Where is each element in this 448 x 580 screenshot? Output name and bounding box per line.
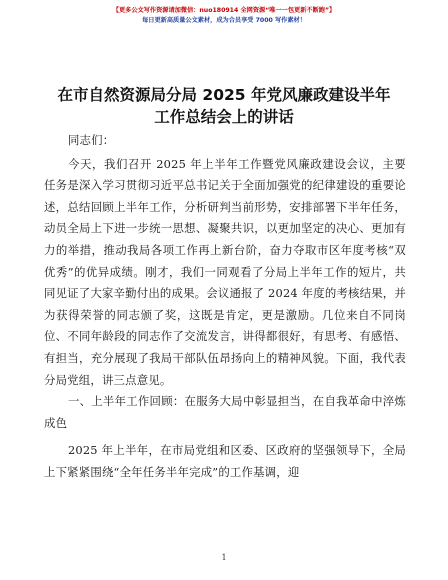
- promo-line-1: 【更多公文写作资源请加微信：nuo180914 全网资源“唯一一包更新不断跑”】: [112, 7, 336, 14]
- salutation: 同志们：: [67, 133, 115, 147]
- body-paragraph: 今天，我们召开 2025 年上半年工作暨党风廉政建设会议，主要任务是深入学习贯彻习近平总书记关于全面加强党的纪律建设的重要论述，总结回顾上半年工作，分析研判当前形势，安排部署下半年任务，动员全局上下进一步统一思想、凝聚共识，以更加坚定的决心、更加有力的举措，推动我局各项工作再上新台阶，奋力夺取市区年度考核“双优秀”的优异成绩。刚才，我们一同观看了分局上半年工作的短片，共同见证了大家辛勤付出的成果。会议通报了 2024 年度的考核结果，并为获得荣誉的同志颁了奖，这既是肯定，更是激励。几位来自不同岗位、不同年龄段的同志作了交流发言，讲得都很好，有思考、有感悟、有担当，充分展现了我局干部队伍昂扬向上的精神风貌。下面，我代表分局党组，讲三点意见。: [44, 156, 406, 387]
- page-number: 1: [221, 553, 227, 562]
- document-body: [44, 130, 406, 484]
- title-line-2: 工作总结会上的讲话: [154, 108, 294, 126]
- section-heading: 一、上半年工作回顾：在服务大局中彰显担当，在自我革命中淬炼成色: [44, 394, 406, 430]
- body-paragraph-last: 2025 年上半年，在市局党组和区委、区政府的坚强领导下，全局上下紧紧围绕“全年任务半年完成”的工作基调，迎: [44, 443, 406, 479]
- document-title: [40, 84, 408, 128]
- promo-line-2: 每日更新高质量公文素材，成为合员享受 7000 写作素材！: [142, 17, 306, 24]
- promo-header: [0, 6, 448, 26]
- title-line-1: 在市自然资源局分局 2025 年党风廉政建设半年: [57, 86, 391, 104]
